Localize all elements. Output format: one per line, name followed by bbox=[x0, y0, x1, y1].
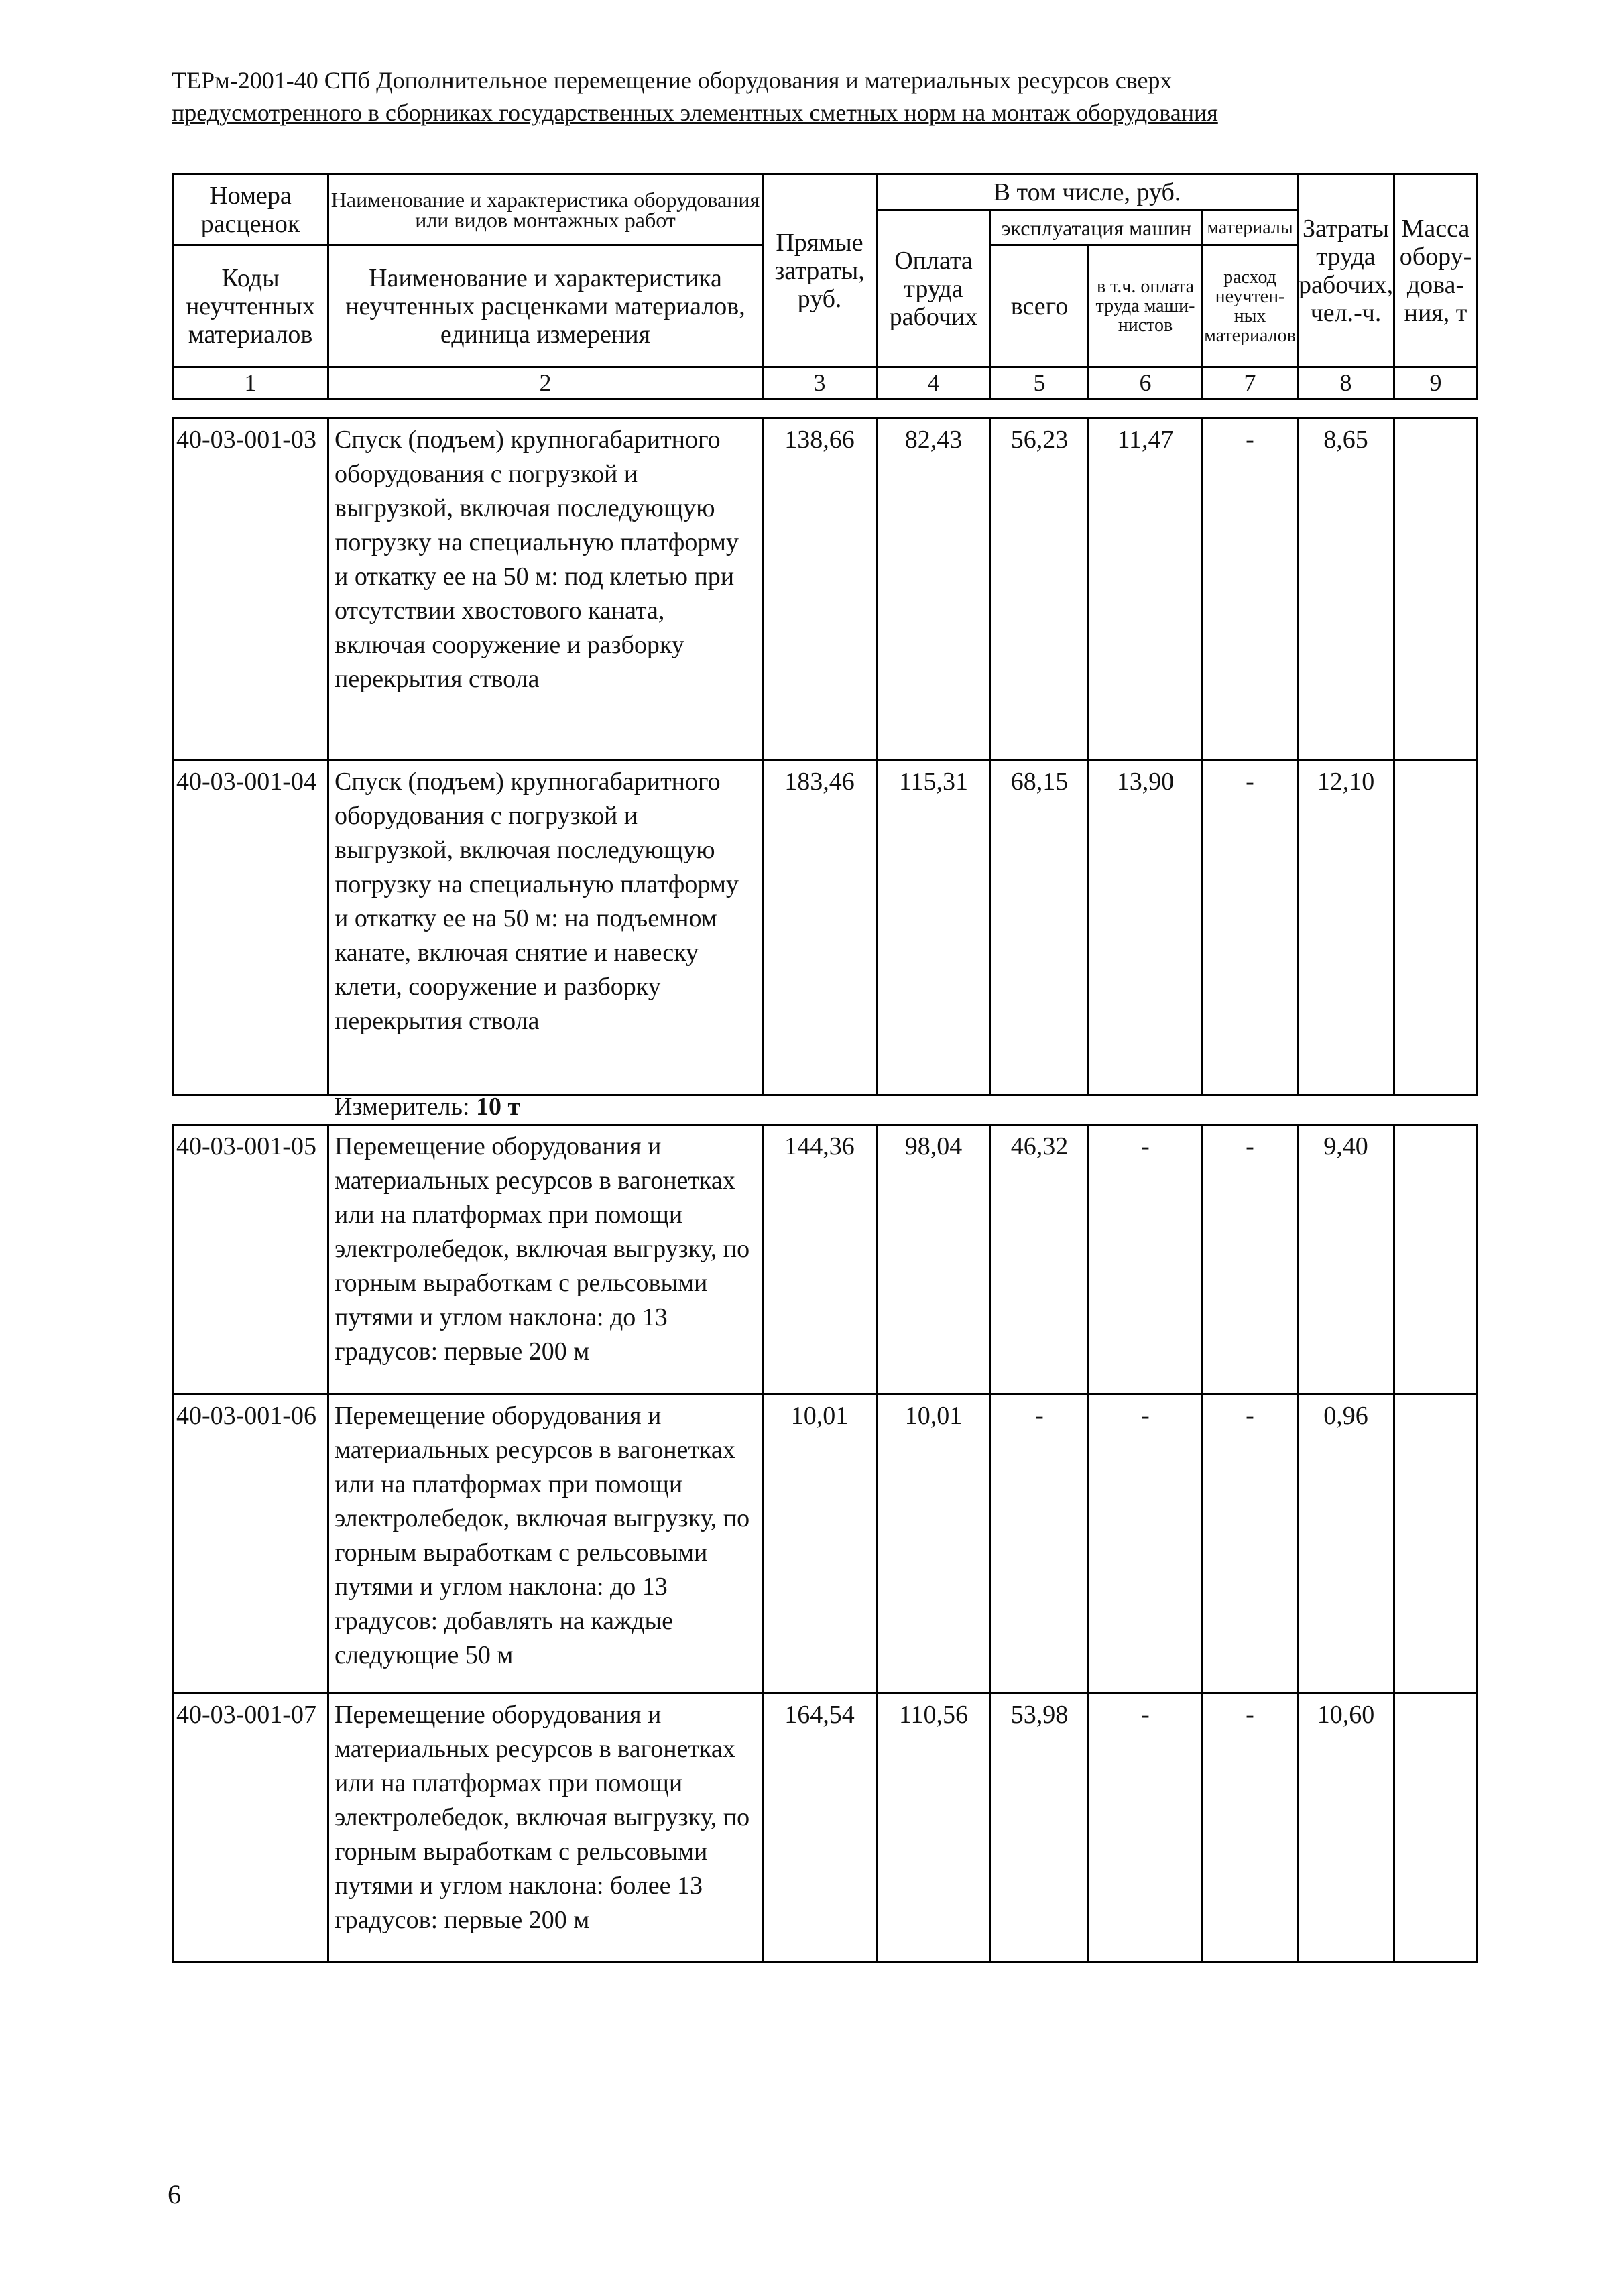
table-header bbox=[172, 173, 1478, 400]
direct-costs: 138,66 bbox=[763, 418, 877, 760]
header-materials: материалы bbox=[1203, 210, 1298, 245]
col-number: 8 bbox=[1298, 367, 1394, 399]
materials: - bbox=[1203, 760, 1298, 1095]
header-work-name: Наименование и характеристика оборудования или видов монтажных работ bbox=[328, 174, 763, 245]
materials: - bbox=[1203, 1394, 1298, 1693]
machinist-pay: - bbox=[1089, 1394, 1203, 1693]
machines-total: 46,32 bbox=[991, 1125, 1089, 1394]
labor-pay: 98,04 bbox=[877, 1125, 991, 1394]
rate-code: 40-03-001-04 bbox=[173, 760, 328, 1095]
materials: - bbox=[1203, 418, 1298, 760]
header-equipment-mass: Масса обору-дова-ния, т bbox=[1394, 174, 1478, 367]
machinist-pay: 13,90 bbox=[1089, 760, 1203, 1095]
machines-total: 68,15 bbox=[991, 760, 1089, 1095]
machinist-pay: - bbox=[1089, 1125, 1203, 1394]
rate-name: Спуск (подъем) крупногабаритного оборудования с погрузкой и выгрузкой, включая последующую погрузку на специальную платформу и откатку ее на 50 м: на подъемном канате, включая снятие и навеску клети, сооружение и разборку перекрытия ствола bbox=[328, 760, 763, 1095]
table-row bbox=[173, 1693, 1478, 1963]
col-number: 2 bbox=[328, 367, 763, 399]
header-including-group: В том числе, руб. bbox=[877, 174, 1298, 210]
rate-code: 40-03-001-06 bbox=[173, 1394, 328, 1693]
table-row bbox=[173, 418, 1478, 760]
labor-hours: 12,10 bbox=[1298, 760, 1394, 1095]
rate-name: Перемещение оборудования и материальных ресурсов в вагонетках или на платформах при помощи электролебедок, включая выгрузку, по горным выработкам с рельсовыми путями и углом наклона: до 13 градусов: первые 200 м bbox=[328, 1125, 763, 1394]
labor-pay: 82,43 bbox=[877, 418, 991, 760]
labor-pay: 10,01 bbox=[877, 1394, 991, 1693]
machinist-pay: 11,47 bbox=[1089, 418, 1203, 760]
header-unaccounted-names: Наименование и характеристика неучтенных расценками материалов, единица измерения bbox=[328, 245, 763, 367]
header-unaccounted-codes: Коды неучтенных материалов bbox=[173, 245, 328, 367]
header-direct-costs: Прямые затраты, руб. bbox=[763, 174, 877, 367]
header-machinist-pay: в т.ч. оплата труда маши-нистов bbox=[1089, 245, 1203, 367]
labor-hours: 8,65 bbox=[1298, 418, 1394, 760]
col-number: 3 bbox=[763, 367, 877, 399]
header-material-usage: расход неучтен-ных материалов bbox=[1203, 245, 1298, 367]
rate-code: 40-03-001-07 bbox=[173, 1693, 328, 1963]
rates-table-a bbox=[172, 417, 1478, 1096]
equipment-mass bbox=[1394, 1125, 1478, 1394]
header-rate-numbers: Номера расценок bbox=[173, 174, 328, 245]
machinist-pay: - bbox=[1089, 1693, 1203, 1963]
labor-hours: 9,40 bbox=[1298, 1125, 1394, 1394]
col-number: 7 bbox=[1203, 367, 1298, 399]
header-machines: эксплуатация машин bbox=[991, 210, 1203, 245]
col-number: 9 bbox=[1394, 367, 1478, 399]
table-row bbox=[173, 1125, 1478, 1394]
header-labor-hours: Затраты труда рабочих, чел.-ч. bbox=[1298, 174, 1394, 367]
direct-costs: 10,01 bbox=[763, 1394, 877, 1693]
rate-name: Перемещение оборудования и материальных ресурсов в вагонетках или на платформах при помощи электролебедок, включая выгрузку, по горным выработкам с рельсовыми путями и углом наклона: до 13 градусов: добавлять на каждые следующие 50 м bbox=[328, 1394, 763, 1693]
equipment-mass bbox=[1394, 418, 1478, 760]
equipment-mass bbox=[1394, 760, 1478, 1095]
machines-total: 53,98 bbox=[991, 1693, 1089, 1963]
labor-hours: 0,96 bbox=[1298, 1394, 1394, 1693]
header-machines-total: всего bbox=[991, 245, 1089, 367]
col-number: 5 bbox=[991, 367, 1089, 399]
machines-total: - bbox=[991, 1394, 1089, 1693]
measure-value: 10 т bbox=[476, 1093, 521, 1121]
materials: - bbox=[1203, 1125, 1298, 1394]
measure-label: Измеритель: bbox=[334, 1093, 470, 1121]
table-row bbox=[173, 1394, 1478, 1693]
header-line-2: предусмотренного в сборниках государственных элементных сметных норм на монтаж оборудования bbox=[172, 99, 1218, 126]
machines-total: 56,23 bbox=[991, 418, 1089, 760]
header-labor-pay: Оплата труда рабочих bbox=[877, 210, 991, 367]
materials: - bbox=[1203, 1693, 1298, 1963]
page-number: 6 bbox=[168, 2179, 181, 2210]
rate-code: 40-03-001-05 bbox=[173, 1125, 328, 1394]
rate-code: 40-03-001-03 bbox=[173, 418, 328, 760]
labor-pay: 110,56 bbox=[877, 1693, 991, 1963]
equipment-mass bbox=[1394, 1394, 1478, 1693]
rates-table-b bbox=[172, 1124, 1478, 1963]
measure-unit bbox=[334, 1091, 520, 1122]
table-row bbox=[173, 760, 1478, 1095]
col-number: 4 bbox=[877, 367, 991, 399]
col-number: 6 bbox=[1089, 367, 1203, 399]
rate-name: Перемещение оборудования и материальных ресурсов в вагонетках или на платформах при помощи электролебедок, включая выгрузку, по горным выработкам с рельсовыми путями и углом наклона: более 13 градусов: первые 200 м bbox=[328, 1693, 763, 1963]
rate-name: Спуск (подъем) крупногабаритного оборудования с погрузкой и выгрузкой, включая последующую погрузку на специальную платформу и откатку ее на 50 м: под клетью при отсутствии хвостового каната, включая сооружение и разборку перекрытия ствола bbox=[328, 418, 763, 760]
direct-costs: 183,46 bbox=[763, 760, 877, 1095]
equipment-mass bbox=[1394, 1693, 1478, 1963]
labor-pay: 115,31 bbox=[877, 760, 991, 1095]
document-header bbox=[172, 64, 1445, 129]
header-line-1: ТЕРм-2001-40 СПб Дополнительное перемещение оборудования и материальных ресурсов сверх bbox=[172, 67, 1173, 94]
direct-costs: 144,36 bbox=[763, 1125, 877, 1394]
labor-hours: 10,60 bbox=[1298, 1693, 1394, 1963]
col-number: 1 bbox=[173, 367, 328, 399]
direct-costs: 164,54 bbox=[763, 1693, 877, 1963]
